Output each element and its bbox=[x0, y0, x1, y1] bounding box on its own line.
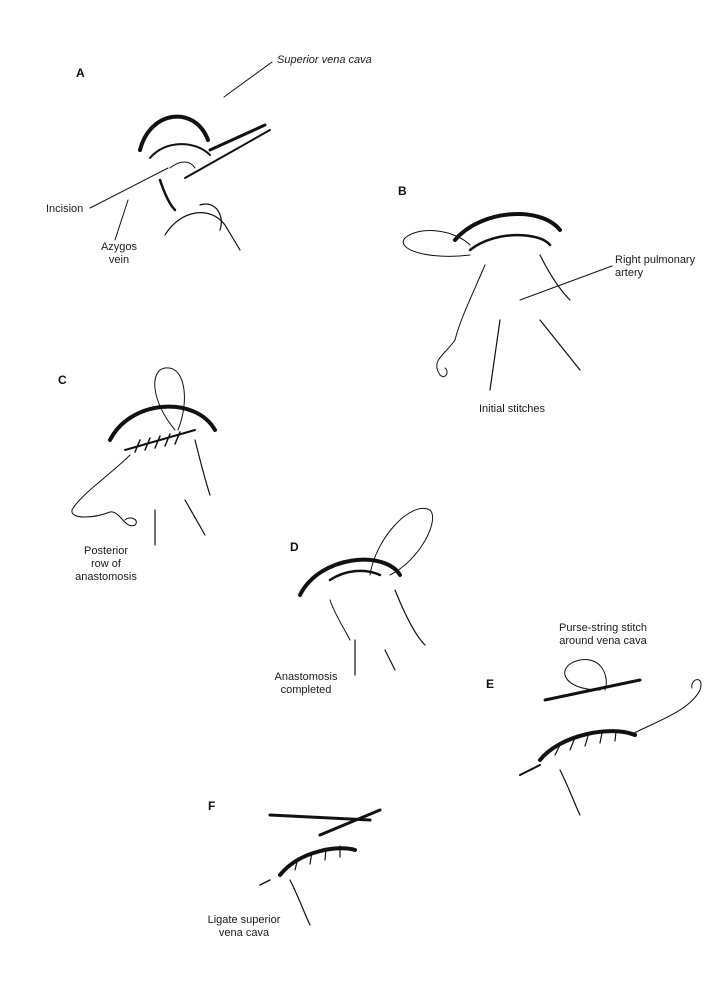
panel-c-drawing bbox=[72, 368, 215, 545]
suture-tail-c bbox=[72, 455, 136, 526]
vessel-d-right bbox=[385, 650, 395, 670]
vessel-d-trunk bbox=[330, 600, 350, 640]
vessel-arc-e bbox=[540, 731, 635, 760]
panel-letter-e: E bbox=[486, 677, 495, 691]
panel-e-drawing bbox=[520, 659, 701, 815]
vessel-c-side bbox=[195, 440, 210, 495]
incision-detail bbox=[170, 162, 195, 168]
panel-letter-b: B bbox=[398, 184, 407, 198]
label-initial-stitches: Initial stitches bbox=[479, 403, 546, 415]
label-azygos-vein: Azygos vein bbox=[100, 241, 138, 266]
vessel-f-stub bbox=[260, 880, 270, 885]
incision-leader-line bbox=[90, 168, 168, 208]
suture-loop-d bbox=[370, 508, 433, 575]
label-anastomosis-completed: Anastomosis completed bbox=[274, 671, 338, 696]
svc-leader-line bbox=[224, 62, 272, 97]
label-superior-vena-cava: Superior vena cava bbox=[277, 54, 372, 66]
anastomosis-d bbox=[330, 571, 380, 580]
label-purse-string-stitch: Purse-string stitch around vena cava bbox=[558, 622, 648, 647]
incision-b bbox=[470, 235, 550, 250]
vessel-arc-d bbox=[300, 560, 400, 595]
clamp-e-left bbox=[520, 765, 540, 775]
suture-tail-e bbox=[630, 680, 701, 735]
vessel-c-right bbox=[185, 500, 205, 535]
label-incision: Incision bbox=[46, 203, 84, 215]
vessel-branch bbox=[200, 204, 221, 230]
azygos-vessel bbox=[160, 180, 175, 210]
vessel-d-side bbox=[395, 590, 425, 645]
vessel-b-left bbox=[490, 320, 500, 390]
incision-c bbox=[125, 430, 195, 450]
label-ligate-superior-vena-cava: Ligate superior vena cava bbox=[207, 914, 281, 939]
vessel-e-trunk bbox=[560, 770, 580, 815]
stitch-row-c bbox=[135, 432, 180, 452]
suture-loop-c bbox=[155, 368, 185, 430]
panel-letter-d: D bbox=[290, 540, 299, 554]
panel-letter-a: A bbox=[76, 66, 85, 80]
panel-letter-c: C bbox=[58, 373, 67, 387]
vessel-b-side bbox=[540, 255, 570, 300]
panel-f-drawing bbox=[260, 810, 380, 925]
azygos-leader-line bbox=[115, 200, 128, 240]
label-posterior-row: Posterior row of anastomosis bbox=[75, 545, 137, 583]
suture-needle-b bbox=[437, 265, 485, 377]
vessel-b-right bbox=[540, 320, 580, 370]
purse-string-loop-e bbox=[565, 659, 607, 690]
panel-b-drawing bbox=[403, 214, 612, 390]
panel-letter-f: F bbox=[208, 799, 216, 813]
clamp-lower bbox=[185, 130, 270, 178]
incision-edge bbox=[150, 144, 210, 158]
vessel-lower bbox=[165, 213, 240, 250]
panel-d-drawing bbox=[300, 508, 433, 675]
label-right-pulmonary-artery: Right pulmonary artery bbox=[615, 254, 696, 279]
panel-a-drawing bbox=[90, 62, 272, 250]
vessel-arc-f bbox=[280, 848, 355, 875]
clamp-f-lower bbox=[320, 810, 380, 835]
